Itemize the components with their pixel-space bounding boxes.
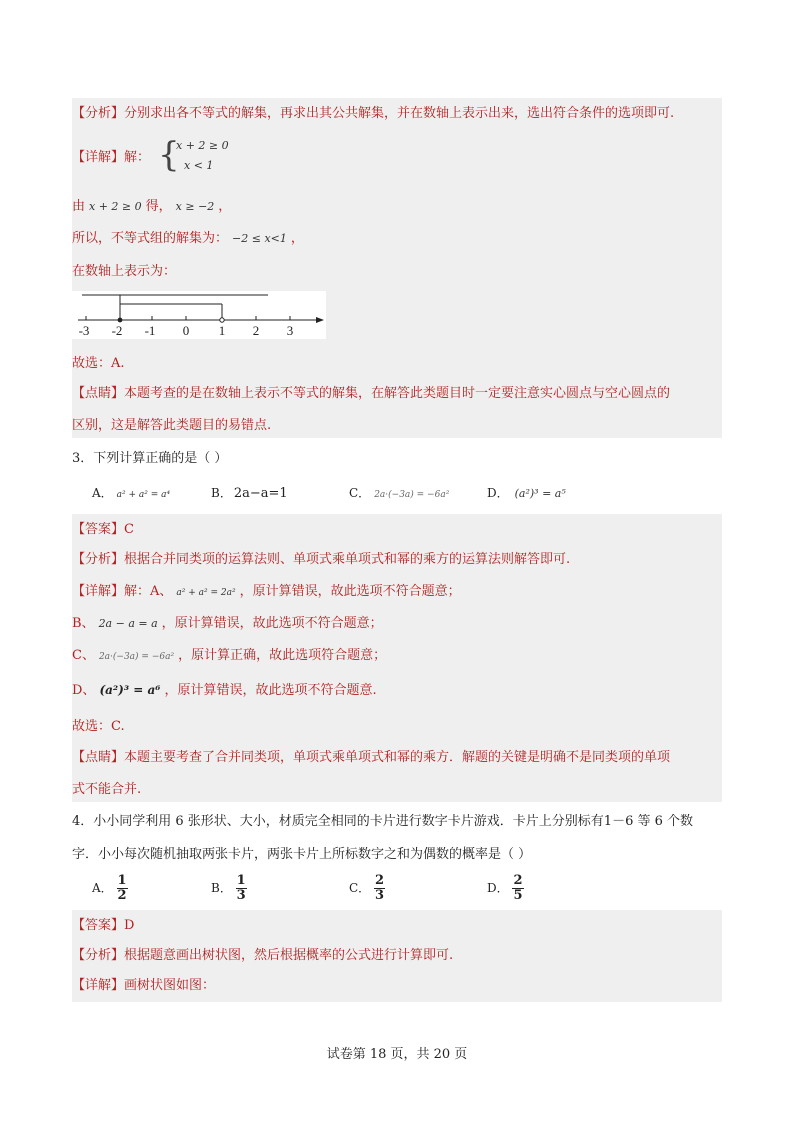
- tick-label: -1: [144, 323, 156, 338]
- q4-option-a: [92, 874, 128, 903]
- numerator: 1: [236, 873, 246, 888]
- result-line: 故选：A.: [72, 356, 125, 371]
- q3-detail-d: [72, 680, 377, 701]
- answer-value: D: [124, 918, 135, 933]
- detail-tag: 【详解】: [72, 150, 125, 165]
- axis-arrow: [316, 317, 324, 323]
- option-math: (a²)³ = a⁵: [514, 487, 566, 500]
- comment-text: 本题主要考查了合并同类项，单项式乘单项式和幂的乘方．解题的关键是明确不是同类项的单项: [124, 750, 671, 765]
- math-inline: x ≥ −2: [175, 200, 215, 213]
- solution-text: ，: [290, 231, 304, 246]
- analysis-text: 根据题意画出树状图，然后根据概率的公式进行计算即可.: [124, 948, 454, 963]
- detail-text: 解：: [124, 150, 151, 165]
- q3-comment-line-2: 式不能合并.: [72, 782, 142, 797]
- solution-line-2: [72, 229, 304, 249]
- numerator: 1: [117, 873, 127, 888]
- numerator: 2: [375, 873, 385, 888]
- q3-answer-line: [72, 520, 134, 540]
- solution-text: 所以，不等式组的解集为：: [72, 231, 229, 246]
- option-text: 2a−a=1: [233, 486, 288, 501]
- detail-text: ，原计算错误，故此选项不符合题意.: [164, 683, 377, 698]
- fraction: [512, 874, 523, 903]
- q4-option-b: [211, 874, 247, 903]
- math-inline: (a²)³ = a⁶: [99, 683, 161, 697]
- detail-line: [72, 148, 150, 168]
- math-inline: 2a − a = a: [98, 617, 158, 630]
- comment-tag: 【点睛】: [72, 386, 125, 401]
- comment-line-2: 区别，这是解答此类题目的易错点.: [72, 418, 272, 433]
- answer-tag: 【答案】: [72, 522, 125, 537]
- detail-text: ，原计算错误，故此选项不符合题意；: [161, 616, 383, 631]
- comment-text: 本题考查的是在数轴上表示不等式的解集，在解答此类题目时一定要注意实心圆点与空心圆点的: [124, 386, 671, 401]
- system-brace: {: [158, 135, 180, 175]
- denominator: 3: [375, 888, 385, 903]
- option-label: D．: [487, 881, 509, 895]
- q3-analysis-line: [72, 550, 570, 570]
- solution-text: 由: [72, 199, 86, 214]
- denominator: 3: [236, 888, 246, 903]
- denominator: 5: [513, 888, 523, 903]
- q4-stem-line-2: 字．小小每次随机抽取两张卡片，两张卡片上所标数字之和为偶数的概率是（ ）: [72, 847, 532, 862]
- detail-text: ，原计算正确，故此选项符合题意；: [178, 648, 387, 663]
- q3-detail-line: [72, 582, 461, 603]
- option-label: D．: [487, 486, 509, 500]
- tick-label: 1: [218, 323, 226, 338]
- solution-text: 得，: [145, 199, 172, 214]
- comment-tag: 【点睛】: [72, 750, 125, 765]
- detail-tag: 【详解】: [72, 584, 125, 599]
- option-math: a² + a² = a⁴: [116, 490, 171, 500]
- math-inline: a² + a² = 2a²: [176, 588, 236, 598]
- q3-comment-line-1: [72, 748, 670, 768]
- tick-label: -2: [111, 323, 123, 338]
- tick-label: 3: [286, 323, 294, 338]
- option-label: B．: [211, 881, 232, 895]
- analysis-text: 分别求出各不等式的解集，再求出其公共解集，并在数轴上表示出来，选出符合条件的选项即可.: [124, 106, 675, 121]
- math-inline: x + 2 ≥ 0: [89, 200, 142, 213]
- detail-text: D、: [72, 683, 96, 698]
- option-label: B．: [211, 486, 232, 500]
- detail-text: 画树状图如图：: [124, 978, 216, 993]
- tick-label: -3: [78, 323, 90, 338]
- numerator: 2: [513, 873, 523, 888]
- hollow-point: [220, 318, 224, 322]
- solution-line-3: 在数轴上表示为：: [72, 264, 177, 279]
- q4-detail-line: [72, 976, 215, 996]
- denominator: 2: [117, 888, 127, 903]
- fraction: [374, 874, 385, 903]
- system-line-2: x < 1: [184, 159, 214, 172]
- answer-value: C: [124, 522, 134, 537]
- fraction: [117, 874, 128, 903]
- page-footer: 试卷第 18 页，共 20 页: [326, 1047, 468, 1062]
- detail-text: B、: [72, 616, 95, 631]
- detail-text: C、: [72, 648, 95, 663]
- solid-point: [118, 318, 123, 323]
- q3-stem: 3．下列计算正确的是（ ）: [72, 451, 228, 466]
- q4-option-d: [487, 874, 524, 903]
- analysis-tag: 【分析】: [72, 948, 125, 963]
- math-inline: −2 ≤ x<1: [232, 232, 287, 245]
- number-line-figure: [72, 291, 326, 339]
- q3-option-a: [92, 483, 170, 505]
- math-inline: 2a·(−3a) = −6a²: [98, 652, 175, 662]
- q3-detail-c: [72, 646, 386, 667]
- option-label: A．: [92, 881, 113, 895]
- option-math: 2a·(−3a) = −6a²: [374, 490, 450, 500]
- analysis-tag: 【分析】: [72, 552, 125, 567]
- solution-text: ，: [218, 199, 232, 214]
- q4-stem-line-1: 4．小小同学利用 6 张形状、大小，材质完全相同的卡片进行数字卡片游戏．卡片上分别标有1－6 等 6 个数: [72, 814, 694, 829]
- analysis-text: 根据合并同类项的运算法则、单项式乘单项式和幂的乘方的运算法则解答即可.: [124, 552, 571, 567]
- tick-label: 0: [182, 323, 190, 338]
- q3-detail-b: [72, 614, 383, 634]
- comment-line-1: [72, 384, 670, 404]
- detail-text: 解：A、: [124, 584, 173, 599]
- q4-option-c: [349, 874, 385, 903]
- q4-analysis-line: [72, 946, 453, 966]
- q4-answer-line: [72, 916, 134, 936]
- detail-tag: 【详解】: [72, 978, 125, 993]
- fraction: [236, 874, 247, 903]
- system-line-1: x + 2 ≥ 0: [176, 139, 229, 152]
- q3-option-b: [211, 483, 288, 504]
- q3-option-c: [349, 483, 449, 505]
- q3-option-d: [487, 483, 566, 504]
- q3-result-line: 故选：C.: [72, 719, 125, 734]
- tick-label: 2: [252, 323, 260, 338]
- answer-tag: 【答案】: [72, 918, 125, 933]
- analysis-line: [72, 104, 674, 124]
- option-label: C．: [349, 881, 371, 895]
- analysis-tag: 【分析】: [72, 106, 125, 121]
- option-label: A．: [92, 486, 113, 500]
- axis-ticks: [86, 316, 290, 320]
- solution-line-1: [72, 197, 231, 217]
- option-label: C．: [349, 486, 371, 500]
- detail-text: ，原计算错误，故此选项不符合题意；: [239, 584, 461, 599]
